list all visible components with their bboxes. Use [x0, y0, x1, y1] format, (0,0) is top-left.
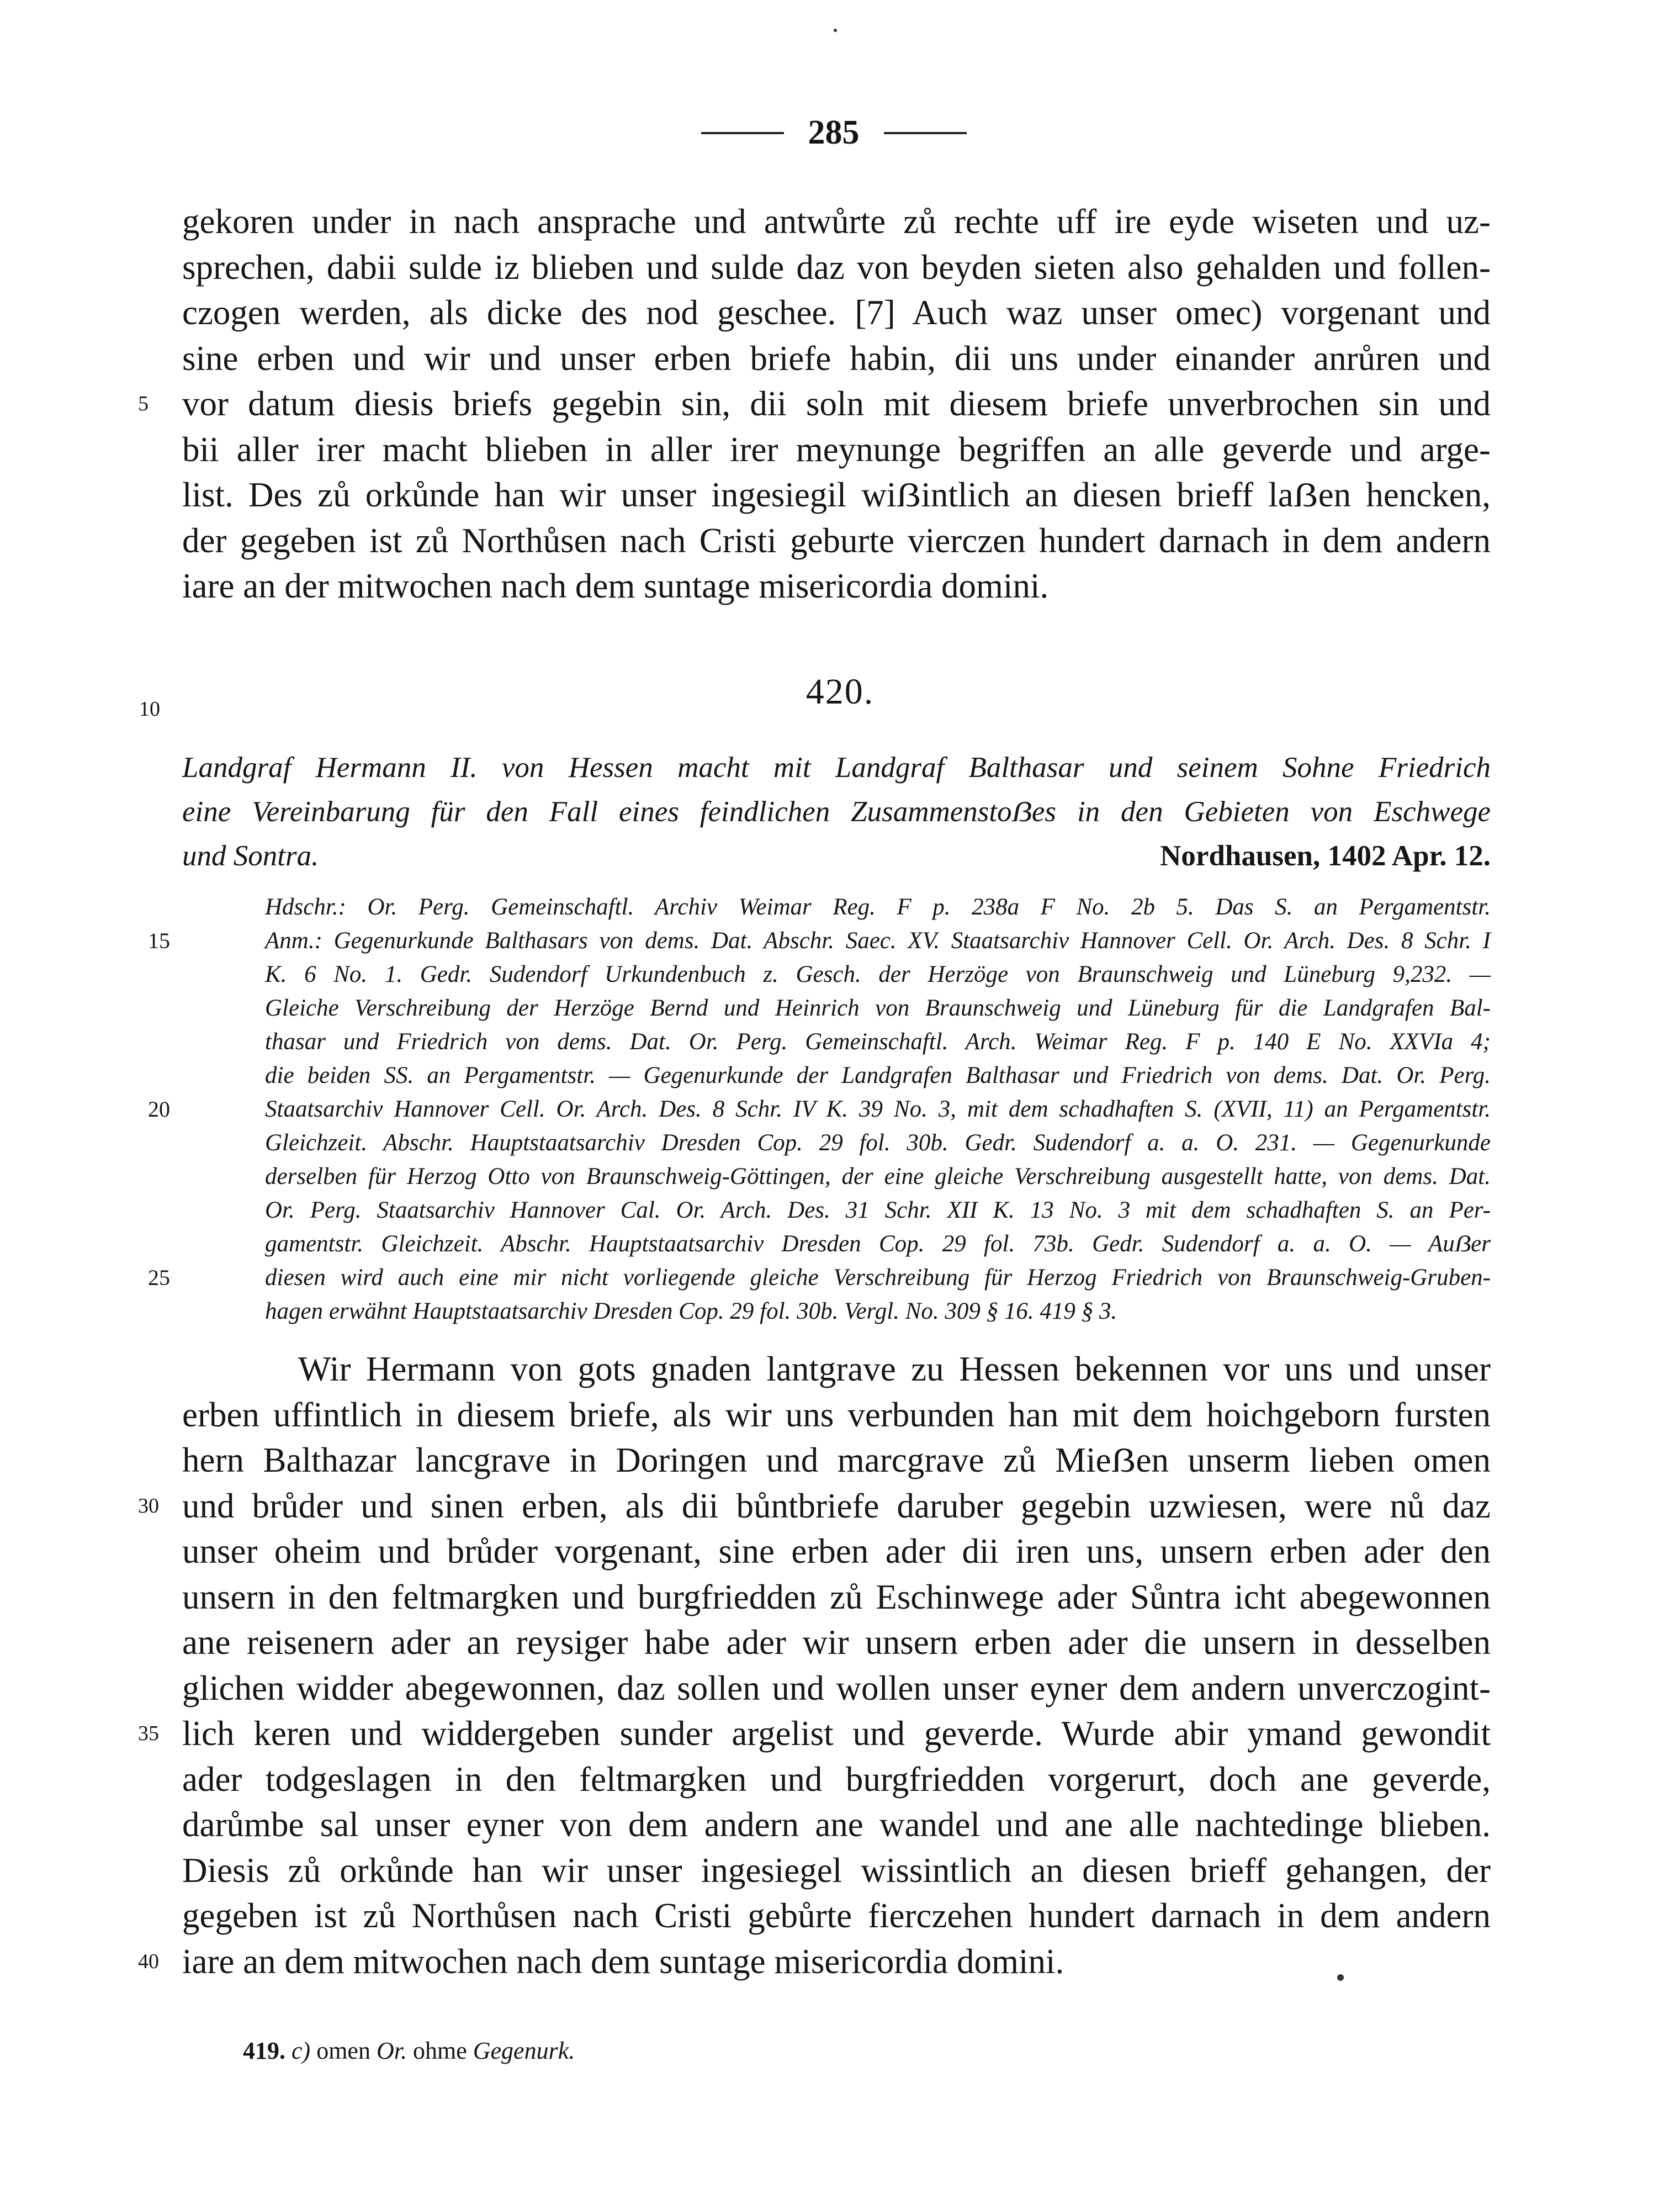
ink-speck [834, 29, 837, 32]
text-line: sprechen, dabii sulde iz blieben und sulde daz von beyden sieten also gehalden und follen- [182, 247, 1491, 287]
note-line: K. 6 No. 1. Gedr. Sudendorf Urkundenbuch z. Gesch. der Herzöge von Braunschweig und Lüneburg 9,232. — [265, 961, 1491, 987]
note-line: gamentstr. Gleichzeit. Abschr. Hauptstaatsarchiv Dresden Cop. 29 fol. 73b. Gedr. Sudendorf a. a. O. — Auẞer [265, 1231, 1491, 1257]
body-line: hern Balthazar lancgrave in Doringen und marcgrave zů Mieẞen unserm lieben omen [182, 1441, 1491, 1479]
regest-line-last: und Sontra. Nordhausen, 1402 Apr. 12. [182, 834, 1491, 878]
text-line-5: 5 vor datum diesis briefs gegebin sin, dii soln mit diesem briefe unverbrochen sin und [182, 381, 1491, 427]
line-number: 25 [148, 1265, 170, 1290]
note-line: Gleichzeit. Abschr. Hauptstaatsarchiv Dresden Cop. 29 fol. 30b. Gedr. Sudendorf a. a. O. 231. — Gegenurkunde [265, 1130, 1491, 1156]
body-line: glichen widder abegewonnen, daz sollen und wollen unser eyner dem andern unverczogint- [182, 1668, 1491, 1707]
text-line: sine erben und wir und unser erben briefe habin, dii uns under einander anrůren und [182, 339, 1491, 378]
line-number: 30 [138, 1494, 159, 1518]
continued-text [138, 199, 1491, 609]
note-line: Or. Perg. Staatsarchiv Hannover Cal. Or. Arch. Des. 31 Schr. XII K. 13 No. 3 mit dem schadhaften S. an Per- [265, 1197, 1491, 1223]
apparatus-notes [148, 890, 1491, 1328]
body-line: Wir Hermann von gots gnaden lantgrave zu Hessen bekennen vor uns und unser [298, 1350, 1491, 1388]
note-line: Hdschr.: Or. Perg. Gemeinschaftl. Archiv Weimar Reg. F p. 238a F No. 2b 5. Das S. an Pergamentstr. [265, 894, 1491, 920]
body-line: erben uffintlich in diesem briefe, als wir uns verbunden han mit dem hoichgeborn fursten [182, 1395, 1491, 1434]
header-rule-right [884, 132, 967, 134]
body-line: ane reisenern ader an reysiger habe ader wir unsern erben ader die unsern in desselben [182, 1623, 1491, 1662]
line-number: 20 [148, 1097, 170, 1122]
body-line-30: 30 und brůder und sinen erben, als dii bůntbriefe daruber gegebin uzwiesen, were nů daz [182, 1483, 1491, 1529]
footnote: 419. c) omen Or. ohme Gegenurk. [243, 2037, 575, 2064]
text-line: gekoren under in nach ansprache und antwůrte zů rechte uff ire eyde wiseten und uz- [182, 202, 1491, 241]
text-line: iare an der mitwochen nach dem suntage misericordia domini. [182, 567, 1049, 605]
body-line-40: 40 iare an dem mitwochen nach dem suntage misericordia domini. [182, 1939, 1491, 1985]
note-line-15: 15 Anm.: Gegenurkunde Balthasars von dems. Dat. Abschr. Saec. XV. Staatsarchiv Hannover Cell. Or. Arch. Des. 8 Schr. I [265, 924, 1491, 958]
body-line: gegeben ist zů Northůsen nach Cristi gebůrte fierczehen hundert darnach in dem andern [182, 1896, 1491, 1935]
note-line: Gleiche Verschreibung der Herzöge Bernd und Heinrich von Braunschweig und Lüneburg für die Landgrafen Bal- [265, 995, 1491, 1021]
document-number: 420. [805, 671, 875, 712]
regest-line: eine Vereinbarung für den Fall eines feindlichen Zusammenstoẞes in den Gebieten von Eschwege [182, 796, 1491, 828]
note-line-20: 20 Staatsarchiv Hannover Cell. Or. Arch. Des. 8 Schr. IV K. 39 No. 3, mit dem schadhaften S. (XVII, 11) an Pergamentstr. [265, 1092, 1491, 1126]
text-line: list. Des zů orkůnde han wir unser ingesiegil wiẞintlich an diesen brieff laẞen hencken, [182, 475, 1491, 514]
body-text [138, 1346, 1491, 1984]
header-rule-left [701, 132, 784, 134]
body-line: unser oheim und brůder vorgenant, sine erben ader dii iren uns, unsern erben ader den [182, 1532, 1491, 1571]
regest-line: Landgraf Hermann II. von Hessen macht mit Landgraf Balthasar und seinem Sohne Friedrich [182, 752, 1491, 784]
note-line: derselben für Herzog Otto von Braunschweig-Göttingen, der eine gleiche Verschreibung ausgestellt hatte, von dems. Dat. [265, 1164, 1491, 1189]
line-number: 40 [138, 1949, 159, 1973]
page-number: 285 [808, 114, 860, 151]
line-number: 5 [138, 392, 149, 415]
note-line: die beiden SS. an Pergamentstr. — Gegenurkunde der Landgrafen Balthasar und Friedrich von dems. Dat. Or. Perg. [265, 1062, 1491, 1088]
body-line: ader todgeslagen in den feltmargken und burgfriedden vorgerurt, doch ane geverde, [182, 1759, 1491, 1799]
text-line: der gegeben ist zů Northůsen nach Cristi geburte vierczen hundert darnach in dem andern [182, 521, 1491, 560]
body-line: unsern in den feltmargken und burgfriedden zů Eschinwege ader Sůntra icht abegewonnen [182, 1577, 1491, 1616]
ink-speck [1337, 1974, 1344, 1981]
footnote-marker: c) [292, 2037, 311, 2064]
document-date: Nordhausen, 1402 Apr. 12. [1160, 840, 1491, 872]
note-line-25: 25 diesen wird auch eine mir nicht vorliegende gleiche Verschreibung für Herzog Friedrich von Braunschweig-Gruben- [265, 1261, 1491, 1294]
line-number-10: 10 [139, 697, 160, 721]
text-line: czogen werden, als dicke des nod geschee. [7] Auch waz unser omec) vorgenant und [182, 293, 1491, 332]
note-line: thasar und Friedrich von dems. Dat. Or. Perg. Gemeinschaftl. Arch. Weimar Reg. F p. 140 E No. XXVIa 4; [265, 1029, 1491, 1055]
body-line-35: 35 lich keren und widdergeben sunder argelist und geverde. Wurde abir ymand gewondit [182, 1711, 1491, 1757]
regest [182, 745, 1491, 878]
line-number: 35 [138, 1722, 159, 1745]
body-line: darůmbe sal unser eyner von dem andern ane wandel und ane alle nachtedinge blieben. [182, 1805, 1491, 1844]
body-line: Diesis zů orkůnde han wir unser ingesiegel wissintlich an diesen brieff gehangen, der [182, 1850, 1491, 1890]
line-number: 15 [148, 928, 170, 953]
note-line: hagen erwähnt Hauptstaatsarchiv Dresden Cop. 29 fol. 30b. Vergl. No. 309 § 16. 419 § 3. [265, 1298, 1117, 1324]
footnote-ref: 419. [243, 2037, 285, 2064]
text-line: bii aller irer macht blieben in aller irer meynunge begriffen an alle geverde und arge- [182, 430, 1491, 469]
page-header [679, 113, 988, 152]
